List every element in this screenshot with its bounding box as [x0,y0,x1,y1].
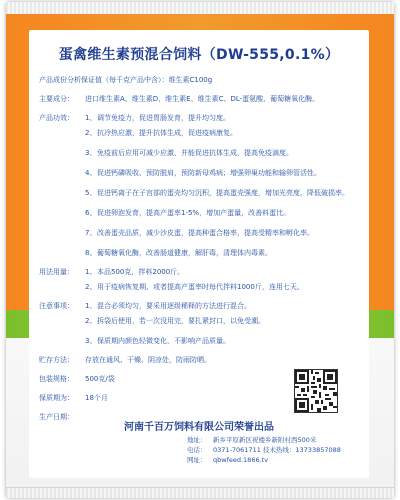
guarantee-row [39,74,357,86]
function-num: 2、 [85,129,97,137]
usage-item [85,281,357,293]
cautions-row [39,300,357,312]
production-date-label: 生产日期： [39,413,74,421]
storage-value: 存放在通风、干燥、阴凉处，防雨防晒。 [85,356,211,364]
product-title: 蛋禽维生素预混合饲料（DW-555,0.1%） [58,47,340,63]
phone-value: 0371-7061711 技术热线：13733857088 [213,446,341,454]
company-name: 河南千百万饲料有限公司荣誉出品 [124,422,274,433]
function-text: 促进卵泡发育，提高产蛋率1-5%，增加产蛋量，改善料蛋比。 [97,209,291,217]
caution-text: 拆袋后使用，若一次没用完，要扎紧封口，以免受潮。 [97,317,265,325]
ingredients-label: 主要成分： [39,95,74,103]
functions-row [39,112,357,124]
bag-bottom-seal [6,487,394,498]
contact-info [187,435,367,465]
function-num: 6、 [85,209,97,217]
cautions-label: 注意事项： [39,302,74,310]
usage-num: 2、 [85,283,97,291]
usage-label: 用法用量： [39,268,74,276]
shelf-life-label: 保质期为： [39,394,74,402]
usage-num: 1、 [85,268,97,276]
usage-row [39,266,357,278]
function-text: 抗冷热应激，提升抗体生成，促进疫病康复。 [97,129,237,137]
functions-label: 产品功效： [39,114,74,122]
shelf-life-value: 18个月 [85,394,108,402]
package-label: 包装规格： [39,375,74,383]
function-item [85,247,357,259]
function-item [85,127,357,139]
function-num: 5、 [85,189,97,197]
function-num: 8、 [85,249,97,257]
guarantee-value: 维生素C100g [168,76,213,84]
caution-num: 1、 [85,302,97,310]
storage-label: 贮存方法： [39,356,74,364]
usage-text: 用于疫病恢复期、或者提高产蛋率时每代拌料1000斤，连用七天。 [97,283,304,291]
function-text: 促进钙磷吸收、预防脱肩，预防新母鸡病；增强卵巢功能和输卵管活性。 [97,169,321,177]
function-item [85,147,357,159]
function-text: 调节免疫力，促进胃肠发育，提升均匀度。 [97,114,230,122]
function-text: 促进钙离子在子宫部的蛋壳均匀沉积，提高蛋壳强度，增加光亮度，降低破损率。 [97,189,349,197]
phone-line [187,445,367,455]
caution-num: 3、 [85,337,97,345]
phone-label: 电话： [187,446,207,454]
function-text: 免疫前后应用可减少应激，并能促进抗体生成，提高免疫滴度。 [97,149,293,157]
feed-bag [6,2,394,498]
website-label: 网址： [187,456,207,464]
function-item [85,207,357,219]
function-num: 7、 [85,229,97,237]
function-item [85,167,357,179]
function-text: 葡萄糖氧化酶，改善肠道健康，解肝毒，清理体内毒素。 [97,249,272,257]
caution-item [85,335,357,347]
package-value: 500克/袋 [85,375,115,383]
function-num: 1、 [85,114,97,122]
caution-num: 2、 [85,317,97,325]
caution-item [85,315,357,327]
function-num: 3、 [85,149,97,157]
function-item [85,227,357,239]
storage-row [39,354,357,366]
address-line [187,435,367,445]
guarantee-label: 产品成份分析保证值（每千克产品中含）： [39,76,169,84]
caution-text: 混合必须均匀，要采用逐级稀释的方法进行混合。 [97,302,251,310]
label-panel [29,30,369,478]
usage-text: 本品500克，拌料2000斤。 [97,268,185,276]
website-line [187,455,367,465]
caution-text: 保质期内颜色轻微变化，不影响产品质量。 [97,337,230,345]
address-label: 地址： [187,436,207,444]
function-text: 改善蛋壳品质，减少沙皮蛋，提高种蛋合格率，提高受精率和孵化率。 [97,229,314,237]
qr-code-icon [294,369,338,413]
website-value: qbwfeed.1866.tv [213,456,269,464]
function-item [85,187,357,199]
address-value: 新乡平原新区祝楼乡新附村西500米 [213,436,317,444]
ingredients-row [39,93,357,105]
ingredients-value: 进口维生素A、维生素D、维生素E、维生素C、DL-蛋氨酸、葡萄糖氧化酶。 [85,95,320,103]
function-num: 4、 [85,169,97,177]
